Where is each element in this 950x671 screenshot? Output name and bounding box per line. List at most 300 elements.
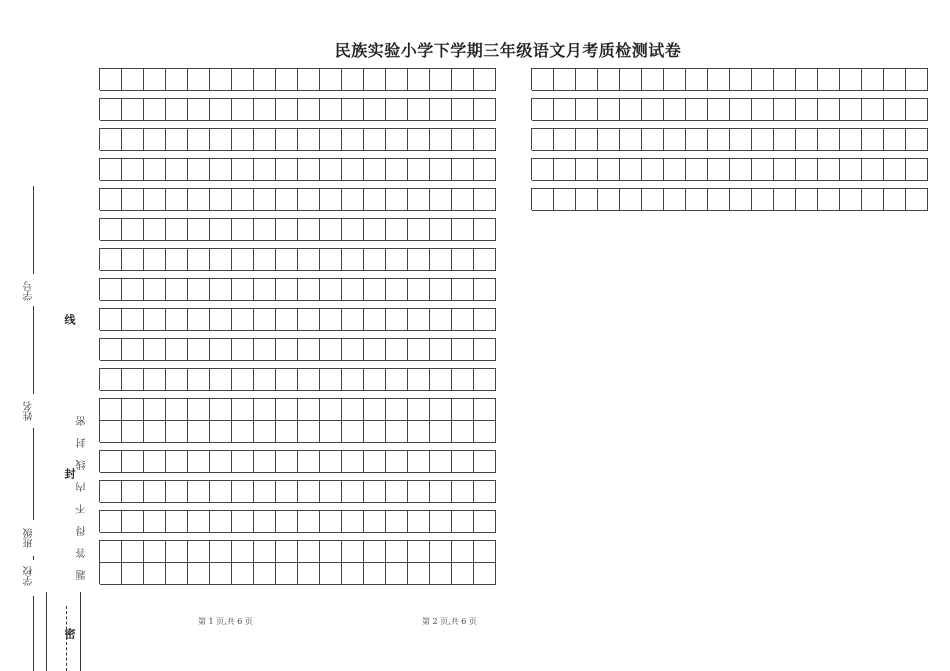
grid-row: [99, 510, 496, 532]
grid-cell: [730, 99, 752, 121]
grid-cell: [840, 189, 862, 211]
grid-cell: [554, 69, 576, 91]
grid-cell: [144, 481, 166, 503]
grid-cell: [100, 481, 122, 503]
grid-cell: [906, 189, 928, 211]
grid-cell: [364, 159, 386, 181]
grid-cell: [386, 369, 408, 391]
grid-cell: [408, 219, 430, 241]
grid-cell: [642, 99, 664, 121]
grid-cell: [884, 189, 906, 211]
grid-cell: [122, 279, 144, 301]
grid-cell: [320, 563, 342, 585]
grid-cell: [298, 451, 320, 473]
grid-cell: [122, 99, 144, 121]
grid-cell: [276, 309, 298, 331]
grid-cell: [342, 249, 364, 271]
grid-cell: [100, 99, 122, 121]
grid-cell: [166, 339, 188, 361]
grid-cell: [364, 279, 386, 301]
grid-cell: [320, 511, 342, 533]
grid-cell: [298, 421, 320, 443]
grid-cell: [100, 421, 122, 443]
grid-cell: [774, 129, 796, 151]
grid-cell: [430, 451, 452, 473]
grid-cell: [276, 399, 298, 421]
grid-cell: [188, 563, 210, 585]
grid-cell: [386, 563, 408, 585]
grid-cell: [474, 279, 496, 301]
grid-cell: [408, 249, 430, 271]
grid-cell: [906, 129, 928, 151]
grid-cell: [144, 159, 166, 181]
grid-cell: [254, 129, 276, 151]
class-label: 班级: [24, 528, 35, 548]
grid-cell: [122, 189, 144, 211]
grid-cell: [276, 159, 298, 181]
grid-cell: [188, 249, 210, 271]
grid-cell: [774, 189, 796, 211]
grid-cell: [386, 249, 408, 271]
grid-cell: [276, 481, 298, 503]
grid-cell: [342, 399, 364, 421]
grid-cell: [452, 69, 474, 91]
grid-cell: [188, 189, 210, 211]
grid-cell: [298, 309, 320, 331]
grid-cell: [276, 249, 298, 271]
grid-cell: [452, 279, 474, 301]
grid-cell: [408, 511, 430, 533]
grid-cell: [430, 189, 452, 211]
no-answer-warning: 题答得不内线封密: [77, 404, 88, 580]
grid-cell: [862, 129, 884, 151]
grid-row: [99, 420, 496, 442]
grid-cell: [532, 129, 554, 151]
grid-cell: [166, 69, 188, 91]
grid-cell: [210, 279, 232, 301]
grid-cell: [276, 99, 298, 121]
grid-cell: [796, 69, 818, 91]
grid-cell: [386, 219, 408, 241]
grid-row: [99, 338, 496, 360]
grid-cell: [210, 99, 232, 121]
grid-cell: [320, 451, 342, 473]
grid-cell: [100, 159, 122, 181]
grid-cell: [364, 369, 386, 391]
grid-cell: [144, 339, 166, 361]
grid-cell: [122, 563, 144, 585]
grid-cell: [408, 563, 430, 585]
grid-cell: [430, 309, 452, 331]
grid-cell: [298, 339, 320, 361]
grid-row: [99, 188, 496, 210]
grid-cell: [386, 481, 408, 503]
grid-cell: [774, 69, 796, 91]
grid-cell: [430, 159, 452, 181]
grid-cell: [100, 219, 122, 241]
grid-cell: [144, 451, 166, 473]
grid-cell: [122, 159, 144, 181]
grid-cell: [796, 129, 818, 151]
grid-cell: [642, 159, 664, 181]
grid-cell: [100, 189, 122, 211]
grid-row: [99, 98, 496, 120]
grid-cell: [320, 69, 342, 91]
grid-cell: [276, 369, 298, 391]
grid-cell: [408, 399, 430, 421]
grid-cell: [686, 129, 708, 151]
grid-cell: [906, 159, 928, 181]
grid-cell: [430, 563, 452, 585]
grid-cell: [232, 159, 254, 181]
grid-cell: [884, 129, 906, 151]
grid-cell: [686, 159, 708, 181]
grid-cell: [254, 219, 276, 241]
grid-row: [99, 128, 496, 150]
grid-cell: [474, 99, 496, 121]
grid-cell: [232, 309, 254, 331]
grid-cell: [474, 511, 496, 533]
grid-row: [99, 158, 496, 180]
seal-word-secret: 密: [63, 628, 76, 639]
grid-cell: [166, 399, 188, 421]
grid-cell: [818, 159, 840, 181]
grid-cell: [166, 369, 188, 391]
grid-cell: [386, 421, 408, 443]
grid-cell: [474, 219, 496, 241]
grid-cell: [386, 399, 408, 421]
grid-cell: [730, 189, 752, 211]
grid-cell: [298, 249, 320, 271]
grid-row: [99, 308, 496, 330]
grid-cell: [144, 541, 166, 563]
grid-cell: [474, 481, 496, 503]
grid-cell: [144, 249, 166, 271]
grid-cell: [144, 563, 166, 585]
grid-cell: [232, 189, 254, 211]
grid-cell: [364, 541, 386, 563]
grid-cell: [298, 563, 320, 585]
grid-cell: [364, 399, 386, 421]
grid-cell: [664, 99, 686, 121]
grid-cell: [386, 309, 408, 331]
grid-cell: [210, 309, 232, 331]
grid-cell: [342, 159, 364, 181]
grid-cell: [342, 339, 364, 361]
grid-cell: [386, 339, 408, 361]
grid-cell: [166, 99, 188, 121]
grid-cell: [320, 421, 342, 443]
grid-cell: [210, 451, 232, 473]
grid-cell: [232, 279, 254, 301]
grid-cell: [686, 69, 708, 91]
grid-cell: [430, 369, 452, 391]
grid-cell: [276, 511, 298, 533]
grid-cell: [620, 189, 642, 211]
grid-cell: [364, 481, 386, 503]
grid-cell: [342, 421, 364, 443]
grid-cell: [144, 189, 166, 211]
grid-cell: [166, 541, 188, 563]
grid-cell: [342, 279, 364, 301]
grid-cell: [188, 511, 210, 533]
grid-cell: [408, 69, 430, 91]
grid-cell: [100, 69, 122, 91]
grid-cell: [232, 421, 254, 443]
grid-cell: [210, 563, 232, 585]
grid-cell: [210, 159, 232, 181]
grid-cell: [620, 159, 642, 181]
grid-cell: [254, 369, 276, 391]
grid-cell: [642, 189, 664, 211]
grid-row: [99, 368, 496, 390]
grid-cell: [188, 481, 210, 503]
grid-cell: [474, 541, 496, 563]
grid-cell: [452, 219, 474, 241]
grid-cell: [320, 159, 342, 181]
grid-cell: [276, 563, 298, 585]
grid-cell: [320, 309, 342, 331]
grid-cell: [730, 69, 752, 91]
student-id-line: [33, 306, 34, 394]
grid-cell: [430, 399, 452, 421]
grid-cell: [452, 541, 474, 563]
grid-row: [99, 562, 496, 584]
grid-cell: [386, 541, 408, 563]
grid-cell: [576, 69, 598, 91]
grid-cell: [166, 129, 188, 151]
grid-cell: [320, 541, 342, 563]
grid-cell: [188, 219, 210, 241]
grid-cell: [708, 99, 730, 121]
grid-cell: [320, 481, 342, 503]
grid-cell: [386, 511, 408, 533]
grid-row: [531, 188, 928, 210]
grid-cell: [166, 189, 188, 211]
grid-cell: [276, 279, 298, 301]
grid-cell: [232, 369, 254, 391]
grid-cell: [276, 421, 298, 443]
grid-cell: [430, 219, 452, 241]
grid-cell: [774, 99, 796, 121]
grid-cell: [840, 99, 862, 121]
grid-cell: [664, 189, 686, 211]
grid-cell: [452, 339, 474, 361]
grid-cell: [298, 129, 320, 151]
grid-cell: [298, 159, 320, 181]
grid-cell: [254, 189, 276, 211]
grid-cell: [452, 481, 474, 503]
grid-cell: [532, 189, 554, 211]
grid-cell: [188, 69, 210, 91]
grid-cell: [276, 541, 298, 563]
grid-cell: [210, 339, 232, 361]
grid-cell: [730, 159, 752, 181]
grid-cell: [386, 189, 408, 211]
grid-cell: [430, 339, 452, 361]
page-number-1: 第 1 页,共 6 页: [198, 617, 253, 626]
grid-cell: [884, 159, 906, 181]
grid-cell: [122, 339, 144, 361]
grid-cell: [122, 511, 144, 533]
grid-cell: [408, 99, 430, 121]
grid-cell: [276, 451, 298, 473]
grid-cell: [364, 129, 386, 151]
grid-cell: [188, 451, 210, 473]
grid-cell: [254, 69, 276, 91]
grid-cell: [276, 69, 298, 91]
grid-cell: [532, 69, 554, 91]
grid-cell: [342, 129, 364, 151]
grid-cell: [598, 189, 620, 211]
grid-cell: [474, 159, 496, 181]
grid-cell: [554, 99, 576, 121]
grid-cell: [664, 69, 686, 91]
grid-cell: [906, 99, 928, 121]
grid-cell: [752, 159, 774, 181]
grid-cell: [122, 399, 144, 421]
grid-cell: [320, 249, 342, 271]
grid-cell: [642, 69, 664, 91]
name-line-top: [33, 186, 34, 274]
page-number-2: 第 2 页,共 6 页: [422, 617, 477, 626]
grid-cell: [342, 219, 364, 241]
grid-cell: [840, 129, 862, 151]
grid-cell: [210, 399, 232, 421]
grid-cell: [232, 451, 254, 473]
grid-cell: [210, 369, 232, 391]
grid-cell: [408, 159, 430, 181]
grid-cell: [210, 481, 232, 503]
grid-cell: [408, 369, 430, 391]
grid-row: [99, 68, 496, 90]
grid-cell: [452, 309, 474, 331]
grid-cell: [620, 99, 642, 121]
grid-cell: [254, 511, 276, 533]
grid-cell: [576, 189, 598, 211]
grid-cell: [708, 189, 730, 211]
grid-cell: [452, 159, 474, 181]
grid-cell: [298, 69, 320, 91]
grid-row: [531, 68, 928, 90]
grid-cell: [254, 541, 276, 563]
grid-cell: [298, 481, 320, 503]
grid-row: [99, 480, 496, 502]
grid-cell: [474, 399, 496, 421]
grid-cell: [188, 159, 210, 181]
grid-cell: [818, 129, 840, 151]
grid-cell: [342, 369, 364, 391]
grid-cell: [254, 249, 276, 271]
grid-cell: [474, 451, 496, 473]
grid-cell: [254, 309, 276, 331]
grid-cell: [818, 99, 840, 121]
grid-cell: [188, 129, 210, 151]
grid-cell: [320, 369, 342, 391]
grid-cell: [430, 279, 452, 301]
grid-cell: [796, 99, 818, 121]
grid-cell: [474, 369, 496, 391]
grid-cell: [532, 99, 554, 121]
grid-cell: [752, 189, 774, 211]
grid-cell: [254, 421, 276, 443]
grid-cell: [122, 309, 144, 331]
grid-cell: [452, 451, 474, 473]
grid-cell: [100, 563, 122, 585]
grid-cell: [708, 69, 730, 91]
grid-cell: [188, 99, 210, 121]
grid-cell: [386, 279, 408, 301]
grid-cell: [730, 129, 752, 151]
grid-cell: [664, 129, 686, 151]
grid-cell: [452, 399, 474, 421]
grid-cell: [342, 189, 364, 211]
grid-cell: [298, 189, 320, 211]
grid-cell: [144, 399, 166, 421]
grid-cell: [144, 309, 166, 331]
grid-cell: [430, 249, 452, 271]
grid-cell: [452, 369, 474, 391]
grid-cell: [166, 159, 188, 181]
grid-cell: [364, 563, 386, 585]
grid-cell: [210, 249, 232, 271]
grid-cell: [620, 69, 642, 91]
grid-cell: [408, 541, 430, 563]
grid-cell: [144, 369, 166, 391]
grid-cell: [144, 279, 166, 301]
grid-cell: [122, 219, 144, 241]
grid-cell: [576, 99, 598, 121]
name-label: 姓名: [24, 401, 35, 421]
grid-cell: [474, 249, 496, 271]
grid-cell: [276, 219, 298, 241]
grid-cell: [554, 189, 576, 211]
grid-cell: [210, 189, 232, 211]
grid-cell: [100, 249, 122, 271]
grid-cell: [386, 451, 408, 473]
grid-cell: [598, 69, 620, 91]
grid-cell: [840, 69, 862, 91]
grid-cell: [210, 219, 232, 241]
grid-cell: [144, 421, 166, 443]
grid-cell: [840, 159, 862, 181]
grid-cell: [100, 399, 122, 421]
grid-cell: [166, 481, 188, 503]
grid-cell: [598, 129, 620, 151]
grid-cell: [276, 129, 298, 151]
grid-cell: [774, 159, 796, 181]
grid-cell: [320, 399, 342, 421]
grid-cell: [386, 159, 408, 181]
grid-cell: [166, 279, 188, 301]
grid-cell: [862, 189, 884, 211]
grid-cell: [254, 339, 276, 361]
grid-cell: [100, 279, 122, 301]
grid-cell: [232, 69, 254, 91]
grid-cell: [430, 99, 452, 121]
grid-cell: [752, 69, 774, 91]
seal-word-seal: 封: [63, 468, 76, 479]
grid-cell: [254, 451, 276, 473]
grid-row: [99, 398, 496, 420]
name-line: [33, 428, 34, 520]
grid-cell: [906, 69, 928, 91]
grid-cell: [144, 511, 166, 533]
grid-cell: [232, 541, 254, 563]
grid-cell: [452, 99, 474, 121]
grid-cell: [166, 563, 188, 585]
grid-cell: [144, 129, 166, 151]
